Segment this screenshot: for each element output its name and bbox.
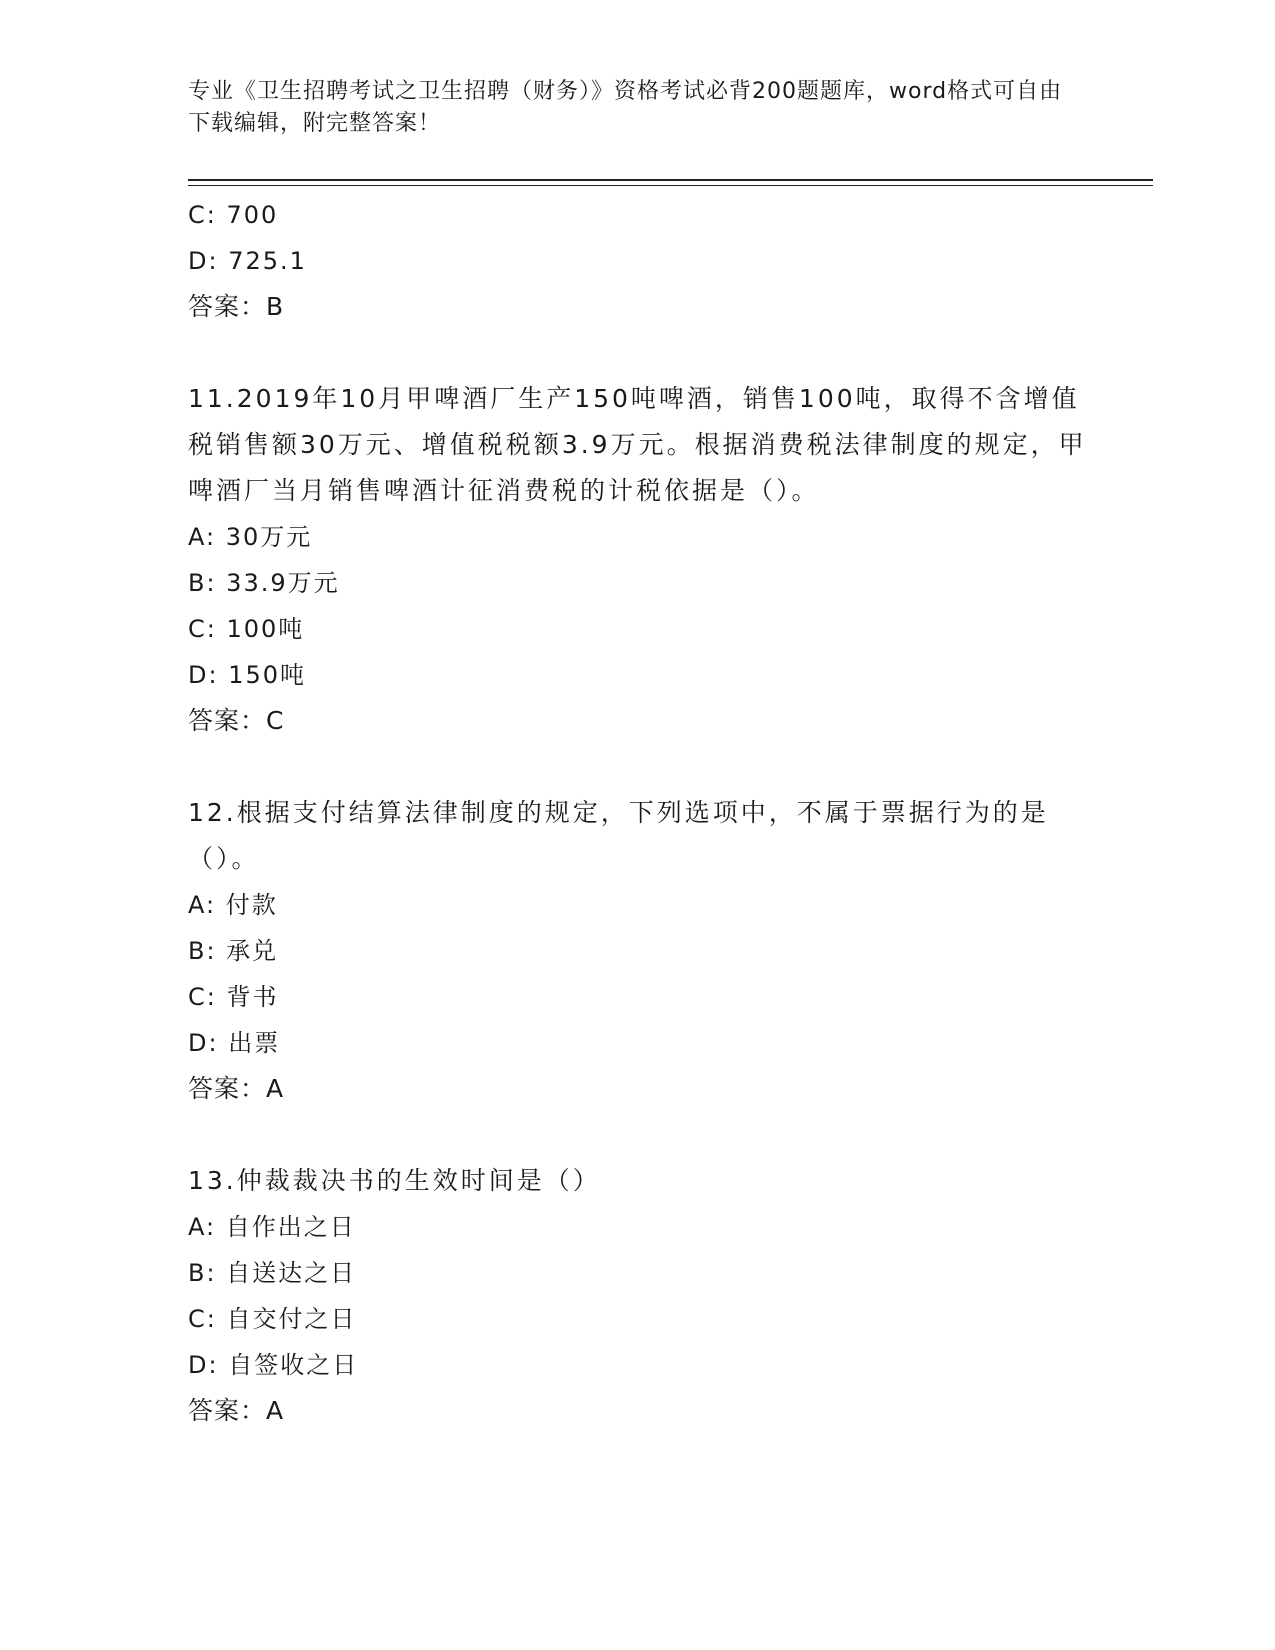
partial-question — [188, 192, 1088, 330]
question-11 — [188, 376, 1088, 744]
option-b: B: 承兑 — [188, 937, 279, 965]
document-header: 专业《卫生招聘考试之卫生招聘（财务）》资格考试必背200题题库，word格式可自由下载编辑，附完整答案！ — [188, 79, 1063, 136]
header-divider-thin — [188, 185, 1153, 186]
question-content — [188, 192, 1088, 1434]
question-stem: 13.仲裁裁决书的生效时间是（） — [188, 1166, 601, 1195]
option-d: D: 725.1 — [188, 247, 307, 275]
option-a: A: 付款 — [188, 891, 278, 919]
option-a: A: 自作出之日 — [188, 1213, 356, 1241]
answer-line: 答案：B — [188, 292, 285, 321]
option-b: B: 33.9万元 — [188, 569, 340, 597]
answer-line: 答案：A — [188, 1074, 285, 1103]
option-d: D: 出票 — [188, 1029, 281, 1057]
option-a: A: 30万元 — [188, 523, 313, 551]
question-stem: 12.根据支付结算法律制度的规定，下列选项中，不属于票据行为的是（）。 — [188, 798, 1049, 873]
option-d: D: 自签收之日 — [188, 1351, 359, 1379]
option-c: C: 700 — [188, 201, 279, 229]
option-c: C: 100吨 — [188, 615, 305, 643]
answer-line: 答案：C — [188, 706, 285, 735]
answer-line: 答案：A — [188, 1396, 285, 1425]
option-d: D: 150吨 — [188, 661, 307, 689]
option-c: C: 自交付之日 — [188, 1305, 357, 1333]
question-13 — [188, 1158, 1088, 1434]
header-divider-thick — [188, 179, 1153, 181]
question-stem: 11.2019年10月甲啤酒厂生产150吨啤酒，销售100吨，取得不含增值税销售额30万元、增值税税额3.9万元。根据消费税法律制度的规定，甲啤酒厂当月销售啤酒计征消费税的计税依据是（）。 — [188, 384, 1087, 505]
question-12 — [188, 790, 1088, 1112]
option-c: C: 背书 — [188, 983, 279, 1011]
option-b: B: 自送达之日 — [188, 1259, 357, 1287]
